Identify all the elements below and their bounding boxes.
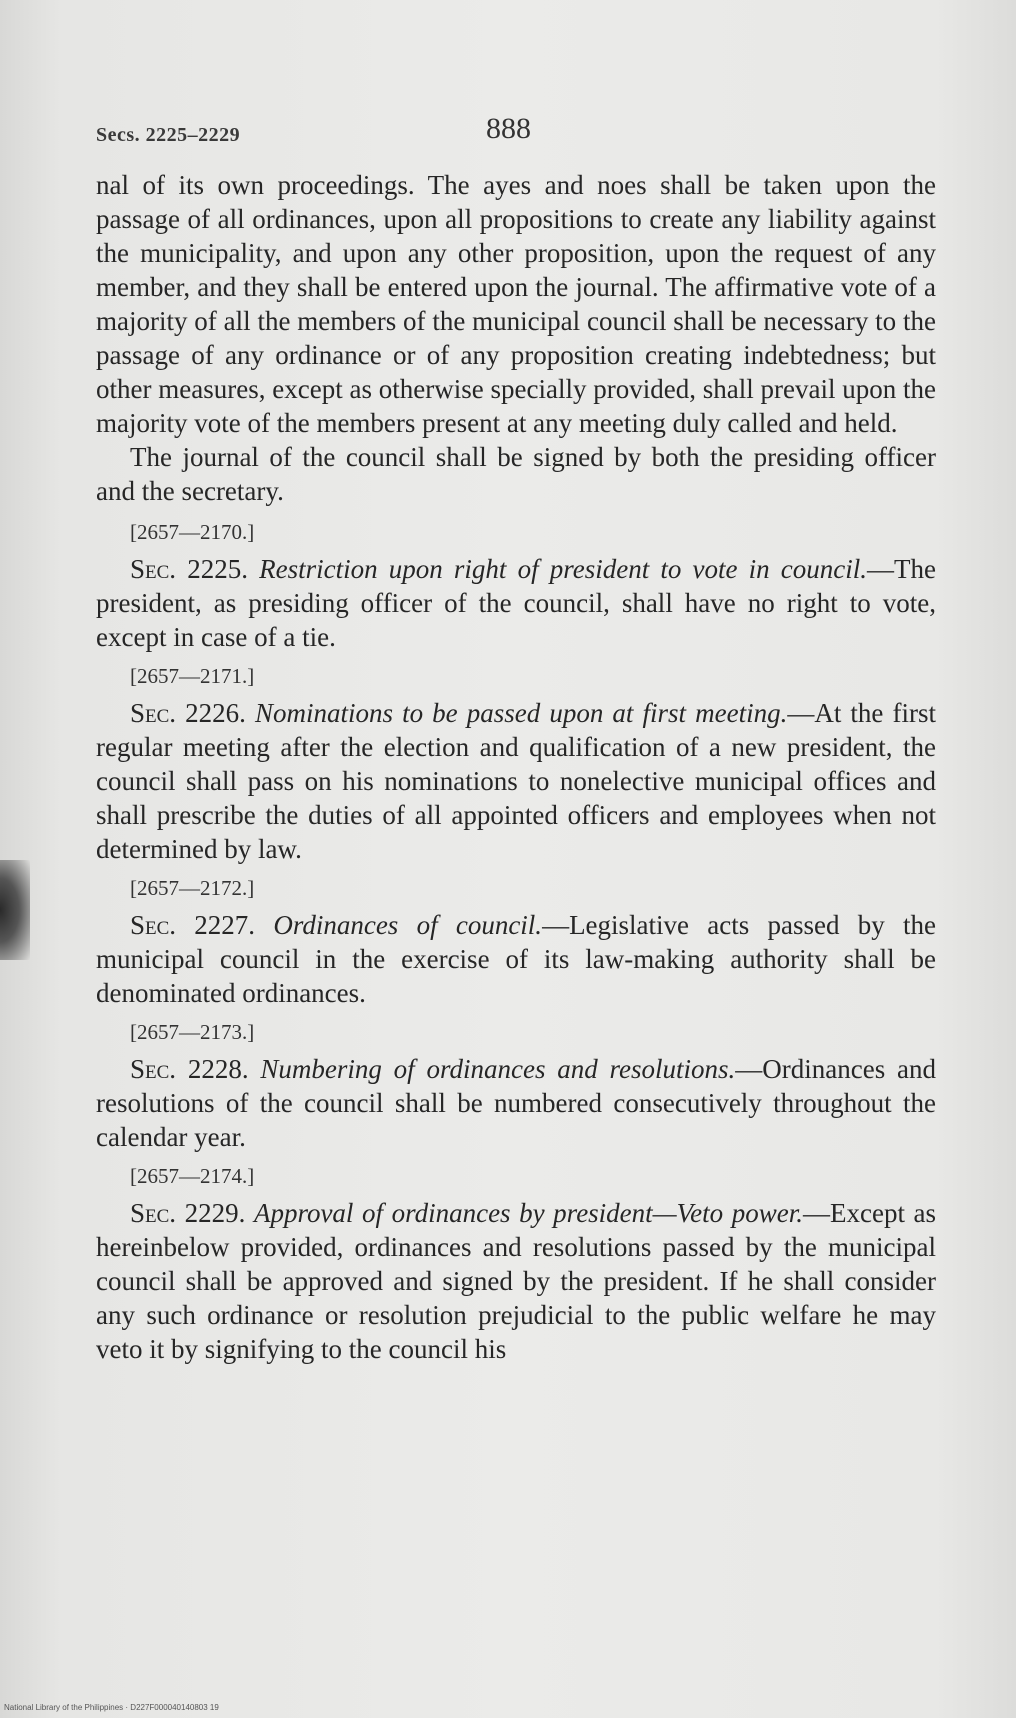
page-body [96,168,936,1366]
section-title: Ordinances of council. [273,910,543,940]
section-text: —Legislative acts passed by the municipal council in the exercise of its law-making authority shall be denominated ordinances. [96,910,937,1008]
source-reference: [2657—2170.] [130,520,255,544]
source-reference: [2657—2172.] [130,876,255,900]
section-2229 [96,1196,936,1366]
source-reference: [2657—2174.] [130,1164,255,1188]
section-label: Sec. 2228. [130,1054,249,1084]
section-text: —Ordinances and resolutions of the council shall be numbered consecutively throughout the calendar year. [96,1054,937,1152]
scan-edge-shadow [0,860,30,960]
section-label: Sec. 2229. [130,1198,246,1228]
source-reference: [2657—2171.] [130,664,255,688]
section-title: Approval of ordinances by president—Veto power. [253,1198,803,1228]
section-label: Sec. 2226. [130,698,246,728]
section-text: —Except as hereinbelow provided, ordinances and resolutions passed by the municipal council shall be approved and signed by the president. If he shall consider any such ordinance or resolution prejudicial to the public welfare he may veto it by signifying to the council his [96,1198,937,1364]
section-text: —The president, as presiding officer of the council, shall have no right to vote, except in case of a tie. [96,554,937,652]
paragraph-continuation: nal of its own proceedings. The ayes and noes shall be taken upon the passage of all ordinances, upon all propositions to create any liability against the municipality, and upon any other proposition, upon the request of any member, and they shall be entered upon the journal. The affirmative vote of a majority of all the members of the municipal council shall be necessary to the passage of any ordinance or of any proposition creating indebtedness; but other measures, except as otherwise specially provided, shall prevail upon the majority vote of the members present at any meeting duly called and held. [96,170,936,438]
scan-footer: National Library of the Philippines · D227F000040140803 19 [4,1703,219,1712]
section-2226 [96,696,936,866]
section-2228 [96,1052,936,1154]
source-reference: [2657—2173.] [130,1020,255,1044]
section-text: —At the first regular meeting after the election and qualification of a new president, the council shall pass on his nominations to nonelective municipal offices and shall prescribe the duties of all appointed officers and employees when not determined by law. [96,698,936,864]
section-label: Sec. 2225. [130,554,248,584]
section-title: Numbering of ordinances and resolutions. [260,1054,736,1084]
section-label: Sec. 2227. [130,910,256,940]
section-title: Nominations to be passed upon at first meeting. [254,698,788,728]
paragraph-journal-signing: The journal of the council shall be signed by both the presiding officer and the secretary. [96,442,936,506]
page-header [96,112,936,152]
section-2227 [96,908,936,1010]
section-title: Restriction upon right of president to vote in council. [259,554,868,584]
section-2225 [96,552,936,654]
running-head: Secs. 2225–2229 [96,124,241,146]
page-number: 888 [486,112,531,145]
